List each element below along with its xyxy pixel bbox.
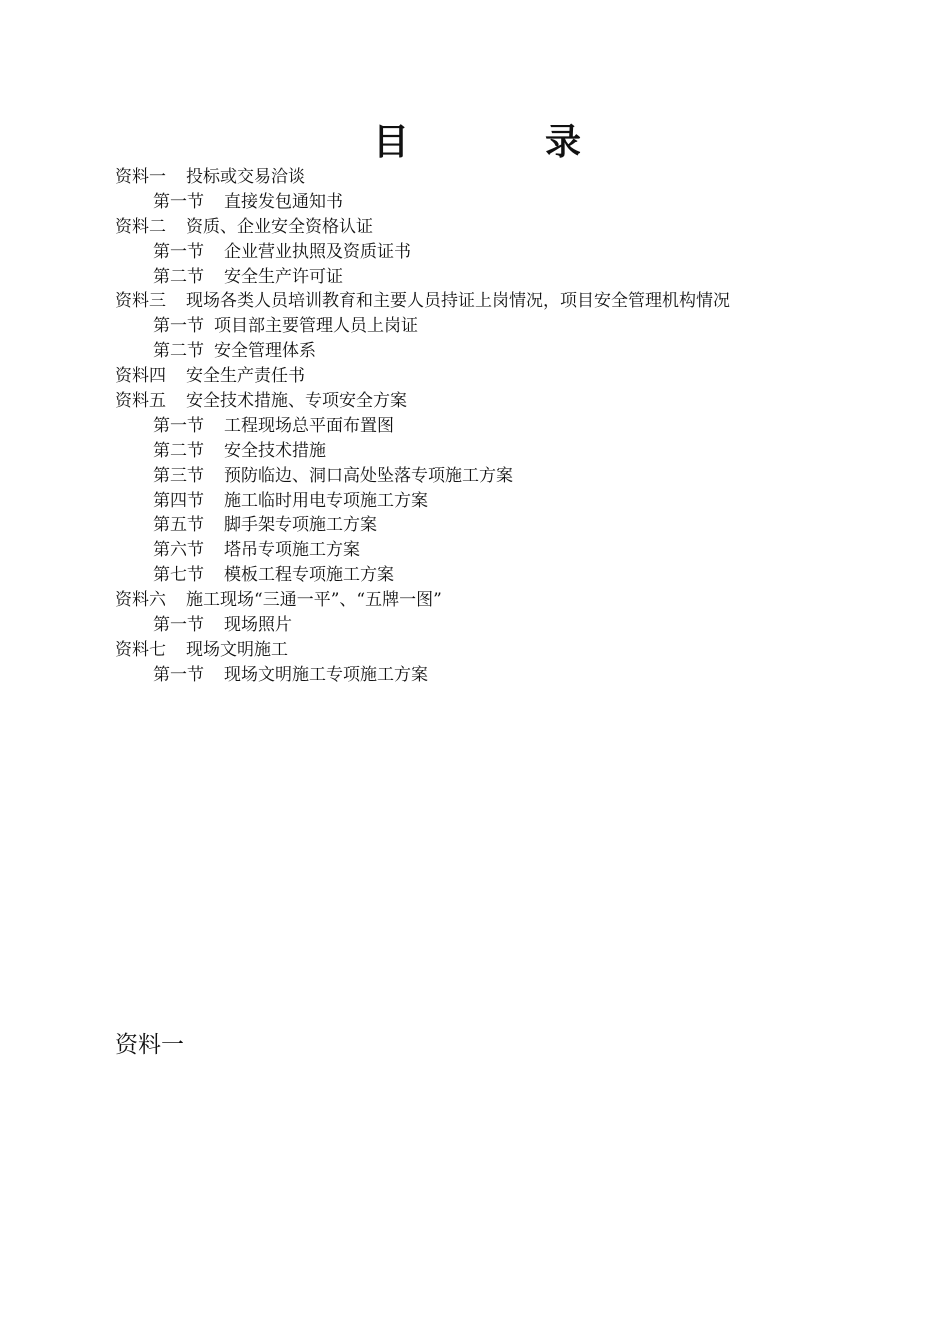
table-of-contents xyxy=(115,165,895,688)
toc-section-entry xyxy=(115,240,895,265)
toc-entry-number: 第一节 xyxy=(153,615,204,636)
toc-entry-title: 安全技术措施 xyxy=(224,440,326,461)
toc-section-entry xyxy=(115,663,895,688)
toc-chapter-entry xyxy=(115,364,895,389)
toc-entry-number: 第四节 xyxy=(153,490,204,511)
toc-chapter-entry xyxy=(115,215,895,240)
toc-entry-title: 预防临边、洞口高处坠落专项施工方案 xyxy=(224,465,513,486)
toc-section-entry xyxy=(115,613,895,638)
toc-entry-number: 资料七 xyxy=(115,639,166,660)
toc-entry-title: 施工临时用电专项施工方案 xyxy=(224,490,428,511)
toc-entry-title: 项目部主要管理人员上岗证 xyxy=(214,316,418,337)
toc-section-entry xyxy=(115,439,895,464)
title-char-1: 目 xyxy=(373,121,410,163)
toc-entry-title: 安全生产责任书 xyxy=(186,366,305,387)
toc-section-entry xyxy=(115,538,895,563)
toc-entry-title: 现场文明施工 xyxy=(186,639,288,660)
toc-entry-number: 第五节 xyxy=(153,515,204,536)
toc-section-entry xyxy=(115,513,895,538)
toc-entry-number: 第三节 xyxy=(153,465,204,486)
toc-entry-number: 资料五 xyxy=(115,391,166,412)
toc-section-entry xyxy=(115,339,895,364)
toc-entry-title: 模板工程专项施工方案 xyxy=(224,565,394,586)
toc-entry-title: 投标或交易洽谈 xyxy=(186,167,305,187)
toc-section-entry xyxy=(115,464,895,489)
toc-section-entry xyxy=(115,190,895,215)
toc-entry-number: 第一节 xyxy=(153,316,204,337)
toc-chapter-entry xyxy=(115,289,895,314)
toc-section-entry xyxy=(115,489,895,514)
toc-entry-title: 直接发包通知书 xyxy=(224,191,343,212)
toc-chapter-entry xyxy=(115,588,895,613)
toc-chapter-entry xyxy=(115,638,895,663)
toc-entry-title: 资质、企业安全资格认证 xyxy=(186,216,373,237)
toc-entry-number: 第六节 xyxy=(153,540,204,561)
toc-entry-number: 第二节 xyxy=(153,341,204,362)
toc-entry-number: 资料二 xyxy=(115,216,166,237)
toc-entry-number: 第一节 xyxy=(153,191,204,212)
toc-entry-title: 现场各类人员培训教育和主要人员持证上岗情况，项目安全管理机构情况 xyxy=(186,291,730,312)
toc-entry-number: 资料六 xyxy=(115,590,166,611)
section-heading: 资料一 xyxy=(115,1032,184,1058)
toc-section-entry xyxy=(115,414,895,439)
toc-entry-title: 企业营业执照及资质证书 xyxy=(224,241,411,262)
toc-entry-title: 现场文明施工专项施工方案 xyxy=(224,664,428,685)
toc-entry-number: 第二节 xyxy=(153,440,204,461)
page-title xyxy=(0,118,950,166)
toc-entry-number: 资料一 xyxy=(115,167,166,187)
toc-entry-title: 塔吊专项施工方案 xyxy=(224,540,360,561)
toc-chapter-entry xyxy=(115,165,895,190)
toc-section-entry xyxy=(115,265,895,290)
toc-entry-title: 安全技术措施、专项安全方案 xyxy=(186,391,407,412)
toc-entry-number: 第一节 xyxy=(153,415,204,436)
toc-entry-title: 施工现场“三通一平”、“五牌一图” xyxy=(186,590,442,611)
toc-entry-number: 第二节 xyxy=(153,266,204,287)
toc-entry-title: 脚手架专项施工方案 xyxy=(224,515,377,536)
toc-entry-title: 安全生产许可证 xyxy=(224,266,343,287)
toc-entry-title: 现场照片 xyxy=(224,615,292,636)
toc-entry-number: 资料四 xyxy=(115,366,166,387)
toc-section-entry xyxy=(115,563,895,588)
toc-entry-number: 第七节 xyxy=(153,565,204,586)
toc-section-entry xyxy=(115,314,895,339)
toc-entry-number: 资料三 xyxy=(115,291,166,312)
toc-entry-title: 工程现场总平面布置图 xyxy=(224,415,394,436)
title-char-2: 录 xyxy=(545,121,582,163)
toc-chapter-entry xyxy=(115,389,895,414)
toc-entry-number: 第一节 xyxy=(153,664,204,685)
toc-entry-title: 安全管理体系 xyxy=(214,341,316,362)
toc-entry-number: 第一节 xyxy=(153,241,204,262)
